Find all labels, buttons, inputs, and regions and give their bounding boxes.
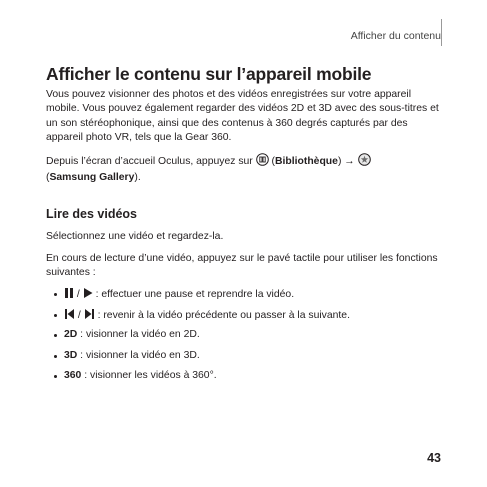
touchpad-paragraph: En cours de lecture d’une vidéo, appuyez sur le pavé tactile pour utiliser les fonctions suivantes : <box>46 253 438 279</box>
bullet-dot <box>54 334 57 337</box>
list-item-360 <box>46 369 446 390</box>
mode-3d-label: 3D <box>64 349 78 361</box>
library-icon <box>256 153 269 171</box>
bullet-dot <box>54 314 57 317</box>
list-item-3d <box>46 349 446 370</box>
play-icon <box>83 287 93 304</box>
mode-2d-text: : visionner la vidéo en 2D. <box>77 329 200 340</box>
bullet-dot <box>54 293 57 296</box>
running-head: Afficher du contenu <box>350 30 441 42</box>
gallery-close-paren: ). <box>134 172 141 184</box>
bullet-dot <box>54 355 57 358</box>
mode-360-label: 360 <box>64 370 82 381</box>
prev-next-separator: / <box>77 309 81 321</box>
library-label: Bibliothèque <box>275 156 338 167</box>
pause-play-text: : effectuer une pause et reprendre la vidéo. <box>95 289 295 300</box>
previous-icon <box>64 308 75 325</box>
mode-360-text: : visionner les vidéos à 360°. <box>81 370 217 381</box>
select-video-paragraph: Sélectionnez une vidéo et regardez-la. <box>46 231 224 242</box>
arrow-glyph: → <box>344 156 355 167</box>
pause-play-separator: / <box>76 289 80 300</box>
intro-paragraph: Vous pouvez visionner des photos et des vidéos enregistrées sur votre appareil mobile. Vous pouvez également regarder des vidéos 2D et 3D avec des sous-titres et un son stéréophonique, ainsi que des contenus à 360 degrés capturés par des appareil photo VR, tels que la Gear 360. <box>46 89 439 144</box>
mode-3d-text: : visionner la vidéo en 3D. <box>77 349 200 361</box>
header-rule <box>441 19 442 46</box>
bullet-dot <box>54 375 57 378</box>
feature-list <box>46 287 446 390</box>
library-open-paren: ( <box>271 156 276 167</box>
list-item-prev-next <box>46 308 446 329</box>
gallery-open-paren: ( <box>46 172 50 184</box>
library-close-paren: ) <box>337 156 342 167</box>
samsung-gallery-icon <box>358 153 371 171</box>
next-icon <box>84 308 95 325</box>
navigation-instruction <box>46 153 442 186</box>
mode-2d-label: 2D <box>64 329 78 340</box>
prev-next-text: : revenir à la vidéo précédente ou passer à la suivante. <box>97 309 350 321</box>
nav-prefix: Depuis l’écran d’accueil Oculus, appuyez sur <box>46 156 253 167</box>
samsung-gallery-label: Samsung Gallery <box>49 172 135 184</box>
page-number: 43 <box>427 451 441 465</box>
page-title: Afficher le contenu sur l’appareil mobile <box>46 64 372 84</box>
list-item-pause-play <box>46 287 446 308</box>
list-item-2d <box>46 328 446 349</box>
section-title: Lire des vidéos <box>46 207 138 221</box>
pause-icon <box>64 287 74 304</box>
